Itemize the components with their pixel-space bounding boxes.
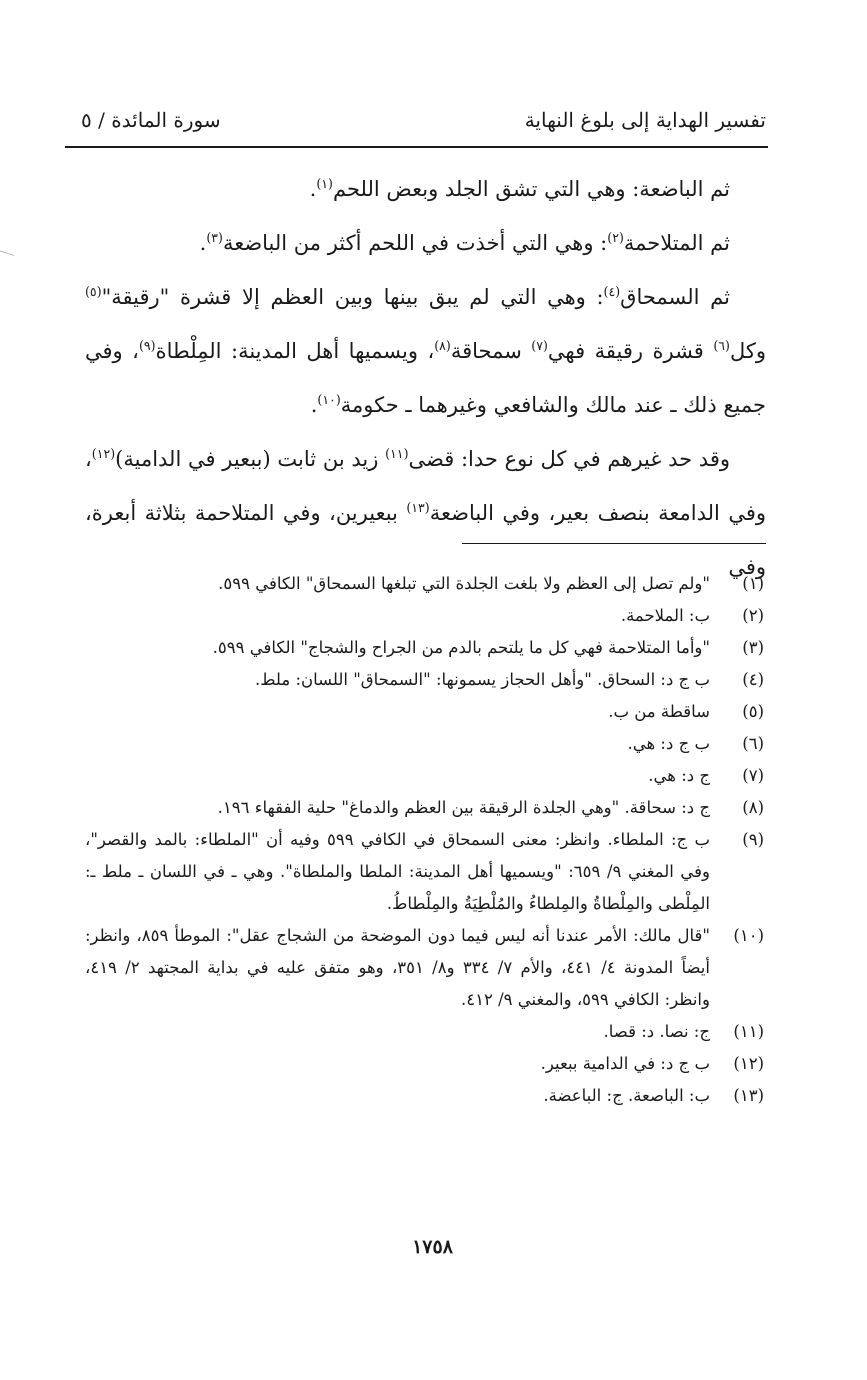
footnote-text: ج: نصا. د: قصا. xyxy=(604,1022,711,1041)
footnote-4 xyxy=(86,664,765,696)
footnote-text: "ولم تصل إلى العظم ولا بلغت الجلدة التي تبلغها السمحاق" الكافي ٥٩٩. xyxy=(219,574,711,593)
footnotes xyxy=(86,568,765,1112)
footnote-ref: (٥) xyxy=(86,284,103,299)
footnote-ref: (٣) xyxy=(207,230,224,245)
footnote-number: (١٢) xyxy=(734,1054,765,1073)
footnote-13 xyxy=(86,1080,765,1112)
paragraph-badi-a: ثم الباضعة: وهي التي تشق الجلد وبعض اللحم$^{(١)}$. xyxy=(310,176,731,201)
footnote-ref: (١٣) xyxy=(407,500,431,515)
footnote-number: (٨) xyxy=(743,798,765,817)
header-rule xyxy=(66,146,769,148)
main-text xyxy=(86,162,767,594)
footnote-number: (٣) xyxy=(743,638,765,657)
footnote-number: (٦) xyxy=(743,734,765,753)
footnote-number: (١٠) xyxy=(734,926,765,945)
surah-label: سورة المائدة / ٥ xyxy=(82,108,222,132)
footnote-ref: (٩) xyxy=(139,338,157,353)
footnote-ref: (١٠) xyxy=(318,392,342,407)
footnote-number: (١) xyxy=(743,574,765,593)
footnote-12 xyxy=(86,1048,765,1080)
footnote-10 xyxy=(86,920,765,1016)
running-header xyxy=(82,100,767,140)
footnote-text: "قال مالك: الأمر عندنا أنه ليس فيما دون الموضحة من الشجاج عقل": الموطأ ٨٥٩، وانظر: أيضاً المدونة ٤/ ٤٤١، والأم ٧/ ٣٣٤ و٨/ ٣٥١، وهو متفق عليه في بداية المجتهد ٢/ ٤١٩، وانظر: الكافي ٥٩٩، والمغني ٩/ ٤١٢. xyxy=(86,926,711,1009)
footnote-5 xyxy=(86,696,765,728)
footnote-number: (٩) xyxy=(743,830,765,849)
footnote-text: ب: الملاحمة. xyxy=(621,606,711,625)
footnote-ref: (١٢) xyxy=(92,446,117,461)
scan-edge-mark xyxy=(0,250,15,294)
footnote-ref: (٨) xyxy=(435,338,452,353)
footnote-2 xyxy=(86,600,765,632)
footnote-7 xyxy=(86,760,765,792)
footnote-separator xyxy=(463,543,767,544)
footnote-number: (١١) xyxy=(734,1022,765,1041)
footnote-text: ب ج: الملطاء. وانظر: معنى السمحاق في الكافي ٥٩٩ وفيه أن "الملطاء: بالمد والقصر"، وفي المغني ٩/ ٦٥٩: "ويسميها أهل المدينة: الملطا والملطاة". وهي ـ في اللسان ـ ملط ـ: المِلْطى والمِلْطاةُ والمِلطاءُ والمُلْطِيَةُ والمِلْطاطُ. xyxy=(86,830,712,913)
footnote-3 xyxy=(86,632,765,664)
footnote-number: (١٣) xyxy=(734,1086,765,1105)
footnote-1 xyxy=(86,568,765,600)
paragraph-mutalahima: ثم المتلاحمة$^{(٢)}$: وهي التي أخذت في اللحم أكثر من الباضعة$^{(٣)}$. xyxy=(200,230,731,255)
footnote-text: ب ج د: في الدامية ببعير. xyxy=(541,1054,711,1073)
footnote-11 xyxy=(86,1016,765,1048)
footnote-ref: (١١) xyxy=(386,446,410,461)
footnote-text: "وأما المتلاحمة فهي كل ما يلتحم بالدم من الجراح والشجاج" الكافي ٥٩٩. xyxy=(213,638,711,657)
footnote-text: ج د: سحاقة. "وهي الجلدة الرقيقة بين العظم والدماغ" حلية الفقهاء ١٩٦. xyxy=(218,798,711,817)
footnote-number: (٧) xyxy=(743,766,765,785)
footnote-ref: (٢) xyxy=(608,230,625,245)
footnote-ref: (١) xyxy=(317,176,334,191)
footnote-number: (٥) xyxy=(743,702,765,721)
footnote-text: ب ج د: هي. xyxy=(628,734,711,753)
book-title: تفسير الهداية إلى بلوغ النهاية xyxy=(525,108,767,132)
footnote-text: ساقطة من ب. xyxy=(609,702,711,721)
paragraph-zayd-ruling: وقد حد غيرهم في كل نوع حدا: قضى$^{(١١)}$ زيد بن ثابت (ببعير في الدامية)$^{(١٢)}$، وفي الدامعة بنصف بعير، وفي الباضعة$^{(١٣)}$ ببعيرين، وفي المتلاحمة بثلاثة أبعرة، وفي xyxy=(86,446,767,579)
footnote-ref: (٦) xyxy=(714,338,731,353)
footnote-text: ب: الباصعة. ج: الباعضة. xyxy=(544,1086,711,1105)
footnote-6 xyxy=(86,728,765,760)
footnote-ref: (٧) xyxy=(532,338,549,353)
footnote-9 xyxy=(86,824,765,920)
footnote-number: (٢) xyxy=(743,606,765,625)
footnote-ref: (٤) xyxy=(604,284,622,299)
page-number: ١٧٥٨ xyxy=(413,1236,454,1258)
footnote-8 xyxy=(86,792,765,824)
footnote-text: ج د: هي. xyxy=(649,766,711,785)
footnote-text: ب ج د: السحاق. "وأهل الحجاز يسمونها: "السمحاق" اللسان: ملط. xyxy=(256,670,711,689)
footnote-number: (٤) xyxy=(743,670,765,689)
paragraph-simhaq: ثم السمحاق$^{(٤)}$: وهي التي لم يبق بينها وبين العظم إلا قشرة "رقيقة"$^{(٥)}$ وكل$^{(٦)}$ قشرة رقيقة فهي$^{(٧)}$ سمحاقة$^{(٨)}$، ويسميها أهل المدينة: المِلْطاة$^{(٩)}$، وفي جميع ذلك ـ عند مالك والشافعي وغيرهما ـ حكومة$^{(١٠)}$. xyxy=(86,284,767,417)
